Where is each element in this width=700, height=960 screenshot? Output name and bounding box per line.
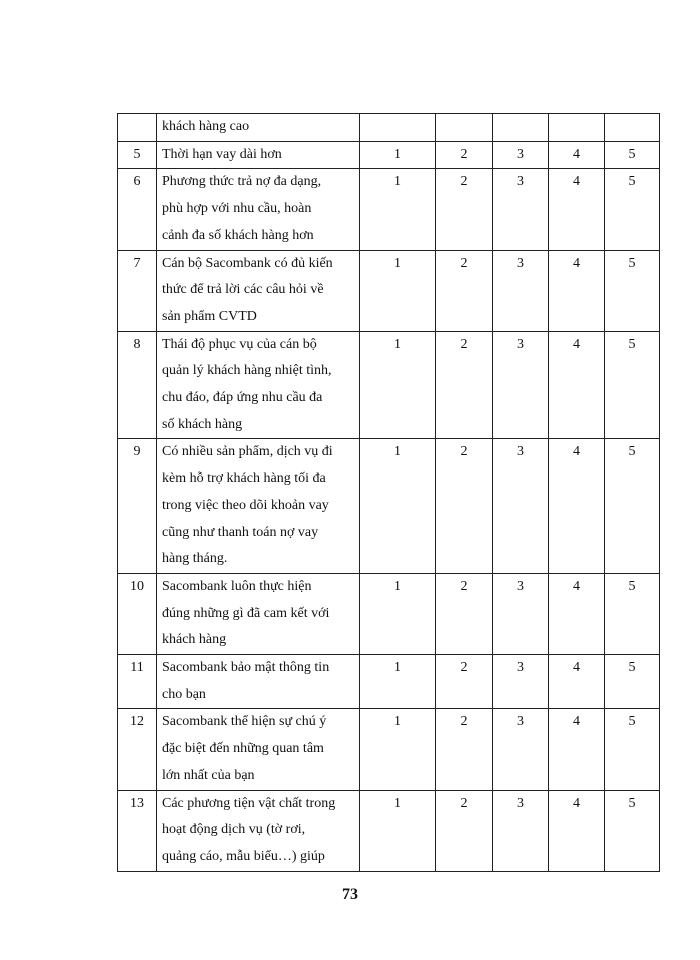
statement-text: Các phương tiện vật chất trong hoạt động dịch vụ (tờ rơi, quảng cáo, mẫu biểu…) giúp xyxy=(157,790,360,871)
score-cell-4: 4 xyxy=(549,169,605,250)
table-row xyxy=(118,169,660,250)
score-cell-3: 3 xyxy=(493,331,549,439)
item-number: 13 xyxy=(118,790,157,871)
score-cell-2: 2 xyxy=(436,250,493,331)
table-row xyxy=(118,331,660,439)
score-cell-2: 2 xyxy=(436,790,493,871)
statement-text: Cán bộ Sacombank có đủ kiến thức để trả lời các câu hỏi về sản phẩm CVTD xyxy=(157,250,360,331)
score-cell-5: 5 xyxy=(605,439,660,574)
item-number: 12 xyxy=(118,709,157,790)
score-cell-5: 5 xyxy=(605,331,660,439)
score-cell-2: 2 xyxy=(436,169,493,250)
score-cell-1: 1 xyxy=(360,141,436,169)
score-cell-1: 1 xyxy=(360,709,436,790)
score-cell-3: 3 xyxy=(493,250,549,331)
table-row xyxy=(118,250,660,331)
statement-text: Sacombank bảo mật thông tin cho bạn xyxy=(157,655,360,709)
survey-table xyxy=(117,113,660,872)
statement-text: Thái độ phục vụ của cán bộ quản lý khách hàng nhiệt tình, chu đáo, đáp ứng nhu cầu đa số khách hàng xyxy=(157,331,360,439)
score-cell-5: 5 xyxy=(605,141,660,169)
score-cell-3: 3 xyxy=(493,169,549,250)
item-number: 6 xyxy=(118,169,157,250)
table-row xyxy=(118,709,660,790)
score-cell-1: 1 xyxy=(360,655,436,709)
score-cell-4: 4 xyxy=(549,655,605,709)
score-cell-4: 4 xyxy=(549,141,605,169)
table-row xyxy=(118,439,660,574)
item-number: 8 xyxy=(118,331,157,439)
score-cell-4: 4 xyxy=(549,439,605,574)
score-cell-3: 3 xyxy=(493,573,549,654)
score-cell-3: 3 xyxy=(493,439,549,574)
table-row xyxy=(118,655,660,709)
score-cell-1: 1 xyxy=(360,169,436,250)
score-cell-4: 4 xyxy=(549,250,605,331)
score-cell-1: 1 xyxy=(360,250,436,331)
score-cell-4: 4 xyxy=(549,573,605,654)
item-number: 11 xyxy=(118,655,157,709)
score-cell-4 xyxy=(549,114,605,142)
score-cell-2 xyxy=(436,114,493,142)
score-cell-1: 1 xyxy=(360,331,436,439)
statement-text: Sacombank luôn thực hiện đúng những gì đã cam kết với khách hàng xyxy=(157,573,360,654)
score-cell-2: 2 xyxy=(436,709,493,790)
item-number xyxy=(118,114,157,142)
item-number: 10 xyxy=(118,573,157,654)
score-cell-1 xyxy=(360,114,436,142)
table-row xyxy=(118,790,660,871)
table-row xyxy=(118,573,660,654)
score-cell-3: 3 xyxy=(493,709,549,790)
score-cell-1: 1 xyxy=(360,573,436,654)
score-cell-5: 5 xyxy=(605,250,660,331)
statement-text: khách hàng cao xyxy=(157,114,360,142)
score-cell-5: 5 xyxy=(605,169,660,250)
score-cell-5: 5 xyxy=(605,573,660,654)
score-cell-5 xyxy=(605,114,660,142)
statement-text: Phương thức trả nợ đa dạng, phù hợp với nhu cầu, hoàn cảnh đa số khách hàng hơn xyxy=(157,169,360,250)
score-cell-4: 4 xyxy=(549,790,605,871)
item-number: 7 xyxy=(118,250,157,331)
page-number: 73 xyxy=(342,886,358,903)
score-cell-2: 2 xyxy=(436,331,493,439)
statement-text: Có nhiều sản phẩm, dịch vụ đi kèm hỗ trợ khách hàng tối đa trong việc theo dõi khoản vay cũng như thanh toán nợ vay hàng tháng. xyxy=(157,439,360,574)
table-body xyxy=(118,114,660,872)
score-cell-5: 5 xyxy=(605,790,660,871)
score-cell-5: 5 xyxy=(605,709,660,790)
score-cell-4: 4 xyxy=(549,709,605,790)
item-number: 5 xyxy=(118,141,157,169)
score-cell-4: 4 xyxy=(549,331,605,439)
score-cell-3 xyxy=(493,114,549,142)
item-number: 9 xyxy=(118,439,157,574)
score-cell-3: 3 xyxy=(493,790,549,871)
score-cell-2: 2 xyxy=(436,655,493,709)
score-cell-5: 5 xyxy=(605,655,660,709)
score-cell-1: 1 xyxy=(360,439,436,574)
score-cell-2: 2 xyxy=(436,439,493,574)
score-cell-3: 3 xyxy=(493,655,549,709)
score-cell-2: 2 xyxy=(436,573,493,654)
score-cell-3: 3 xyxy=(493,141,549,169)
score-cell-2: 2 xyxy=(436,141,493,169)
statement-text: Thời hạn vay dài hơn xyxy=(157,141,360,169)
table-row xyxy=(118,141,660,169)
statement-text: Sacombank thể hiện sự chú ý đặc biệt đến những quan tâm lớn nhất của bạn xyxy=(157,709,360,790)
table-row xyxy=(118,114,660,142)
score-cell-1: 1 xyxy=(360,790,436,871)
